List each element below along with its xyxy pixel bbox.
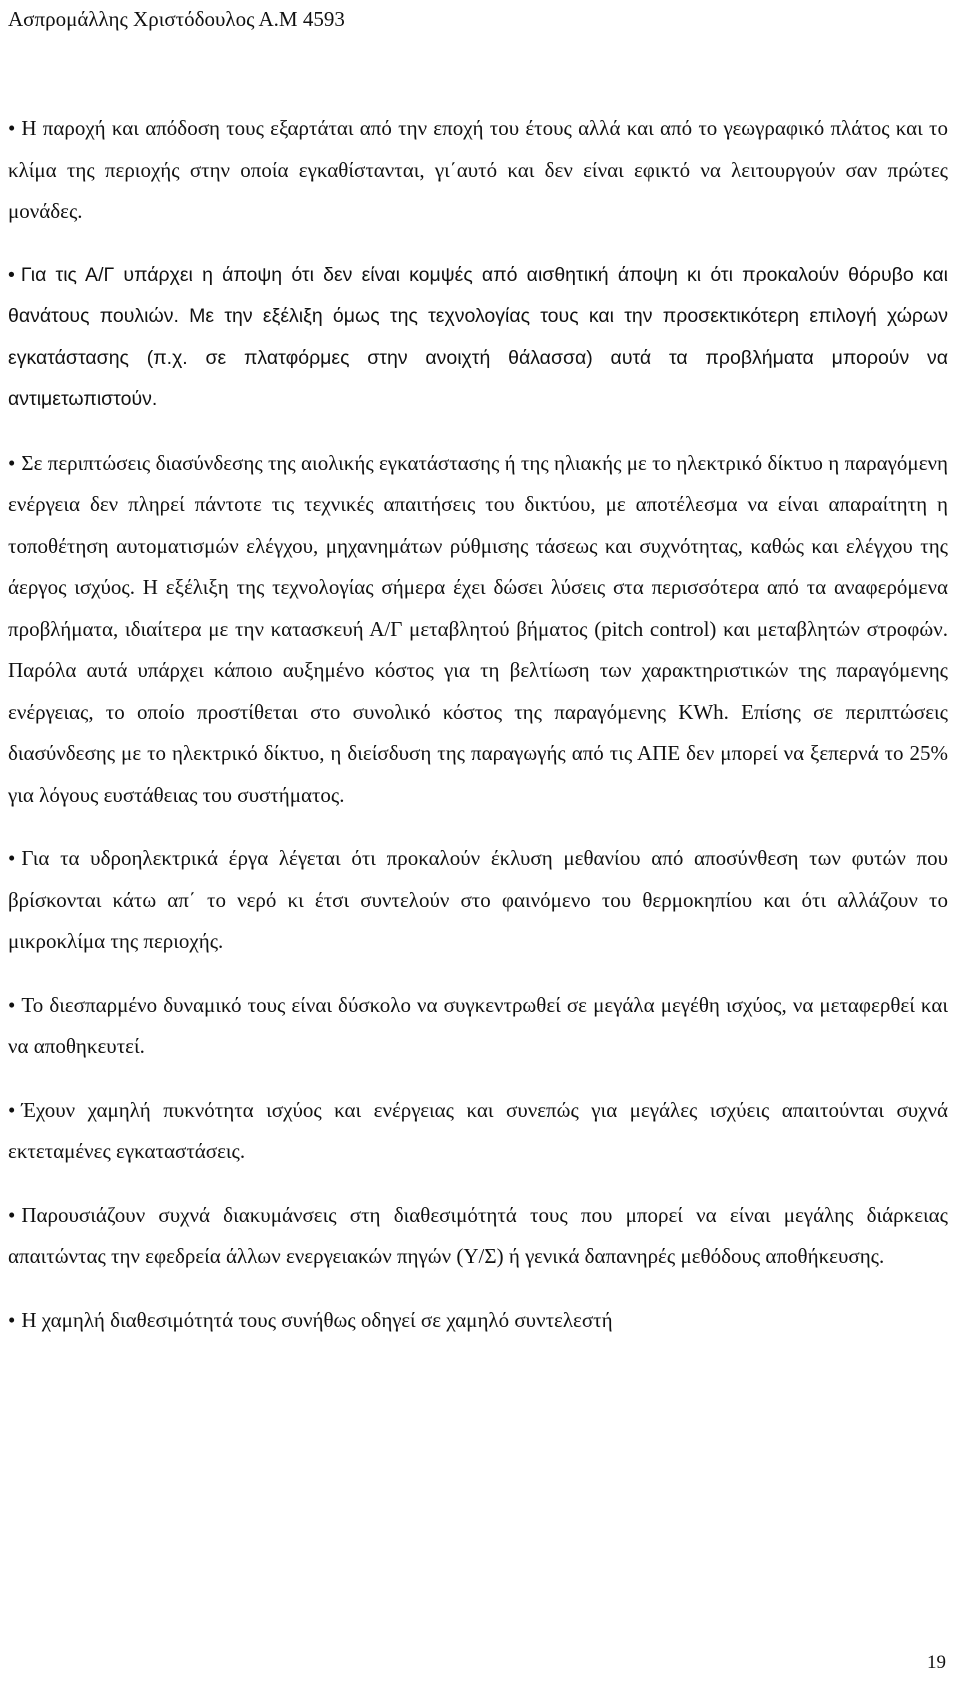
bullet-paragraph [8, 1300, 948, 1342]
bullet-mark: • [8, 116, 16, 140]
bullet-text: Παρουσιάζουν συχνά διακυμάνσεις στη διαθεσιμότητά τους που μπορεί να είναι μεγάλης διάρκειας απαιτώντας την εφεδρεία άλλων ενεργειακών πηγών (Υ/Σ) ή γενικά δαπανηρές μεθόδους αποθήκευσης. [8, 1202, 948, 1268]
bullet-text: Η χαμηλή διαθεσιμότητά τους συνήθως οδηγεί σε χαμηλό συντελεστή [21, 1307, 613, 1332]
bullet-paragraph [8, 443, 948, 817]
document-body [8, 108, 948, 1363]
bullet-paragraph [8, 985, 948, 1068]
bullet-text: Η παροχή και απόδοση τους εξαρτάται από την εποχή του έτους αλλά και από το γεωγραφικό πλάτος και το κλίμα της περιοχής στην οποία εγκαθίστανται, γι΄αυτό και δεν είναι εφικτό να λειτουργούν σαν πρώτες μονάδες. [8, 116, 948, 223]
bullet-text: Το διεσπαρμένο δυναμικό τους είναι δύσκολο να συγκεντρωθεί σε μεγάλα μεγέθη ισχύος, να μεταφερθεί και να αποθηκευτεί. [8, 992, 948, 1058]
bullet-mark: • [8, 1097, 16, 1122]
bullet-mark: • [8, 1202, 16, 1227]
bullet-mark: • [8, 846, 16, 870]
bullet-text: Σε περιπτώσεις διασύνδεσης της αιολικής εγκατάστασης ή της ηλιακής με το ηλεκτρικό δίκτυο η παραγόμενη ενέργεια δεν πληρεί πάντοτε τις τεχνικές απαιτήσεις του δικτύου, με αποτέλεσμα να είναι απαραίτητη η τοποθέτηση αυτοματισμών ελέγχου, μηχανημάτων ρύθμισης τάσεως και συχνότητας, καθώς και ελέγχου της άεργος ισχύος. Η εξέλιξη της τεχνολογίας σήμερα έχει δώσει λύσεις στα περισσότερα από τα αναφερόμενα προβλήματα, ιδιαίτερα με την κατασκευή Α/Γ μεταβλητού βήματος (pitch control) και μεταβλητών στροφών. Παρόλα αυτά υπάρχει κάποιο αυξημένο κόστος για τη βελτίωση των χαρακτηριστικών της παραγόμενης ενέργειας, το οποίο προστίθεται στο συνολικό κόστος της παραγόμενης KWh. Επίσης σε περιπτώσεις διασύνδεσης με το ηλεκτρικό δίκτυο, η διείσδυση της παραγωγής από τις ΑΠΕ δεν μπορεί να ξεπερνά το 25% για λόγους ευστάθειας του συστήματος. [8, 450, 948, 807]
page-number: 19 [927, 1652, 946, 1673]
bullet-paragraph [8, 1090, 948, 1173]
bullet-paragraph [8, 838, 948, 963]
bullet-paragraph [8, 1195, 948, 1278]
bullet-mark: • [8, 992, 16, 1017]
bullet-text: Για τα υδροηλεκτρικά έργα λέγεται ότι προκαλούν έκλυση μεθανίου από αποσύνθεση των φυτών που βρίσκονται κάτω απ΄ το νερό κι έτσι συντελούν στο φαινόμενο του θερμοκηπίου και ότι αλλάζουν το μικροκλίμα της περιοχής. [8, 846, 948, 953]
bullet-mark: • [8, 263, 15, 286]
page-header-author: Ασπρομάλλης Χριστόδουλος Α.Μ 4593 [8, 7, 345, 31]
bullet-paragraph [8, 108, 948, 233]
bullet-text: Έχουν χαμηλή πυκνότητα ισχύος και ενέργειας και συνεπώς για μεγάλες ισχύεις απαιτούνται συχνά εκτεταμένες εγκαταστάσεις. [8, 1097, 948, 1163]
bullet-text: Για τις Α/Γ υπάρχει η άποψη ότι δεν είναι κομψές από αισθητική άποψη κι ότι προκαλούν θόρυβο και θανάτους πουλιών. Με την εξέλιξη όμως της τεχνολογίας τους και την προσεκτικότερη επιλογή χώρων εγκατάστασης (π.χ. σε πλατφόρμες στην ανοιχτή θάλασσα) αυτά τα προβλήματα μπορούν να αντιμετωπιστούν. [8, 263, 948, 410]
bullet-mark: • [8, 1307, 16, 1332]
bullet-mark: • [8, 450, 16, 475]
bullet-paragraph [8, 255, 948, 421]
